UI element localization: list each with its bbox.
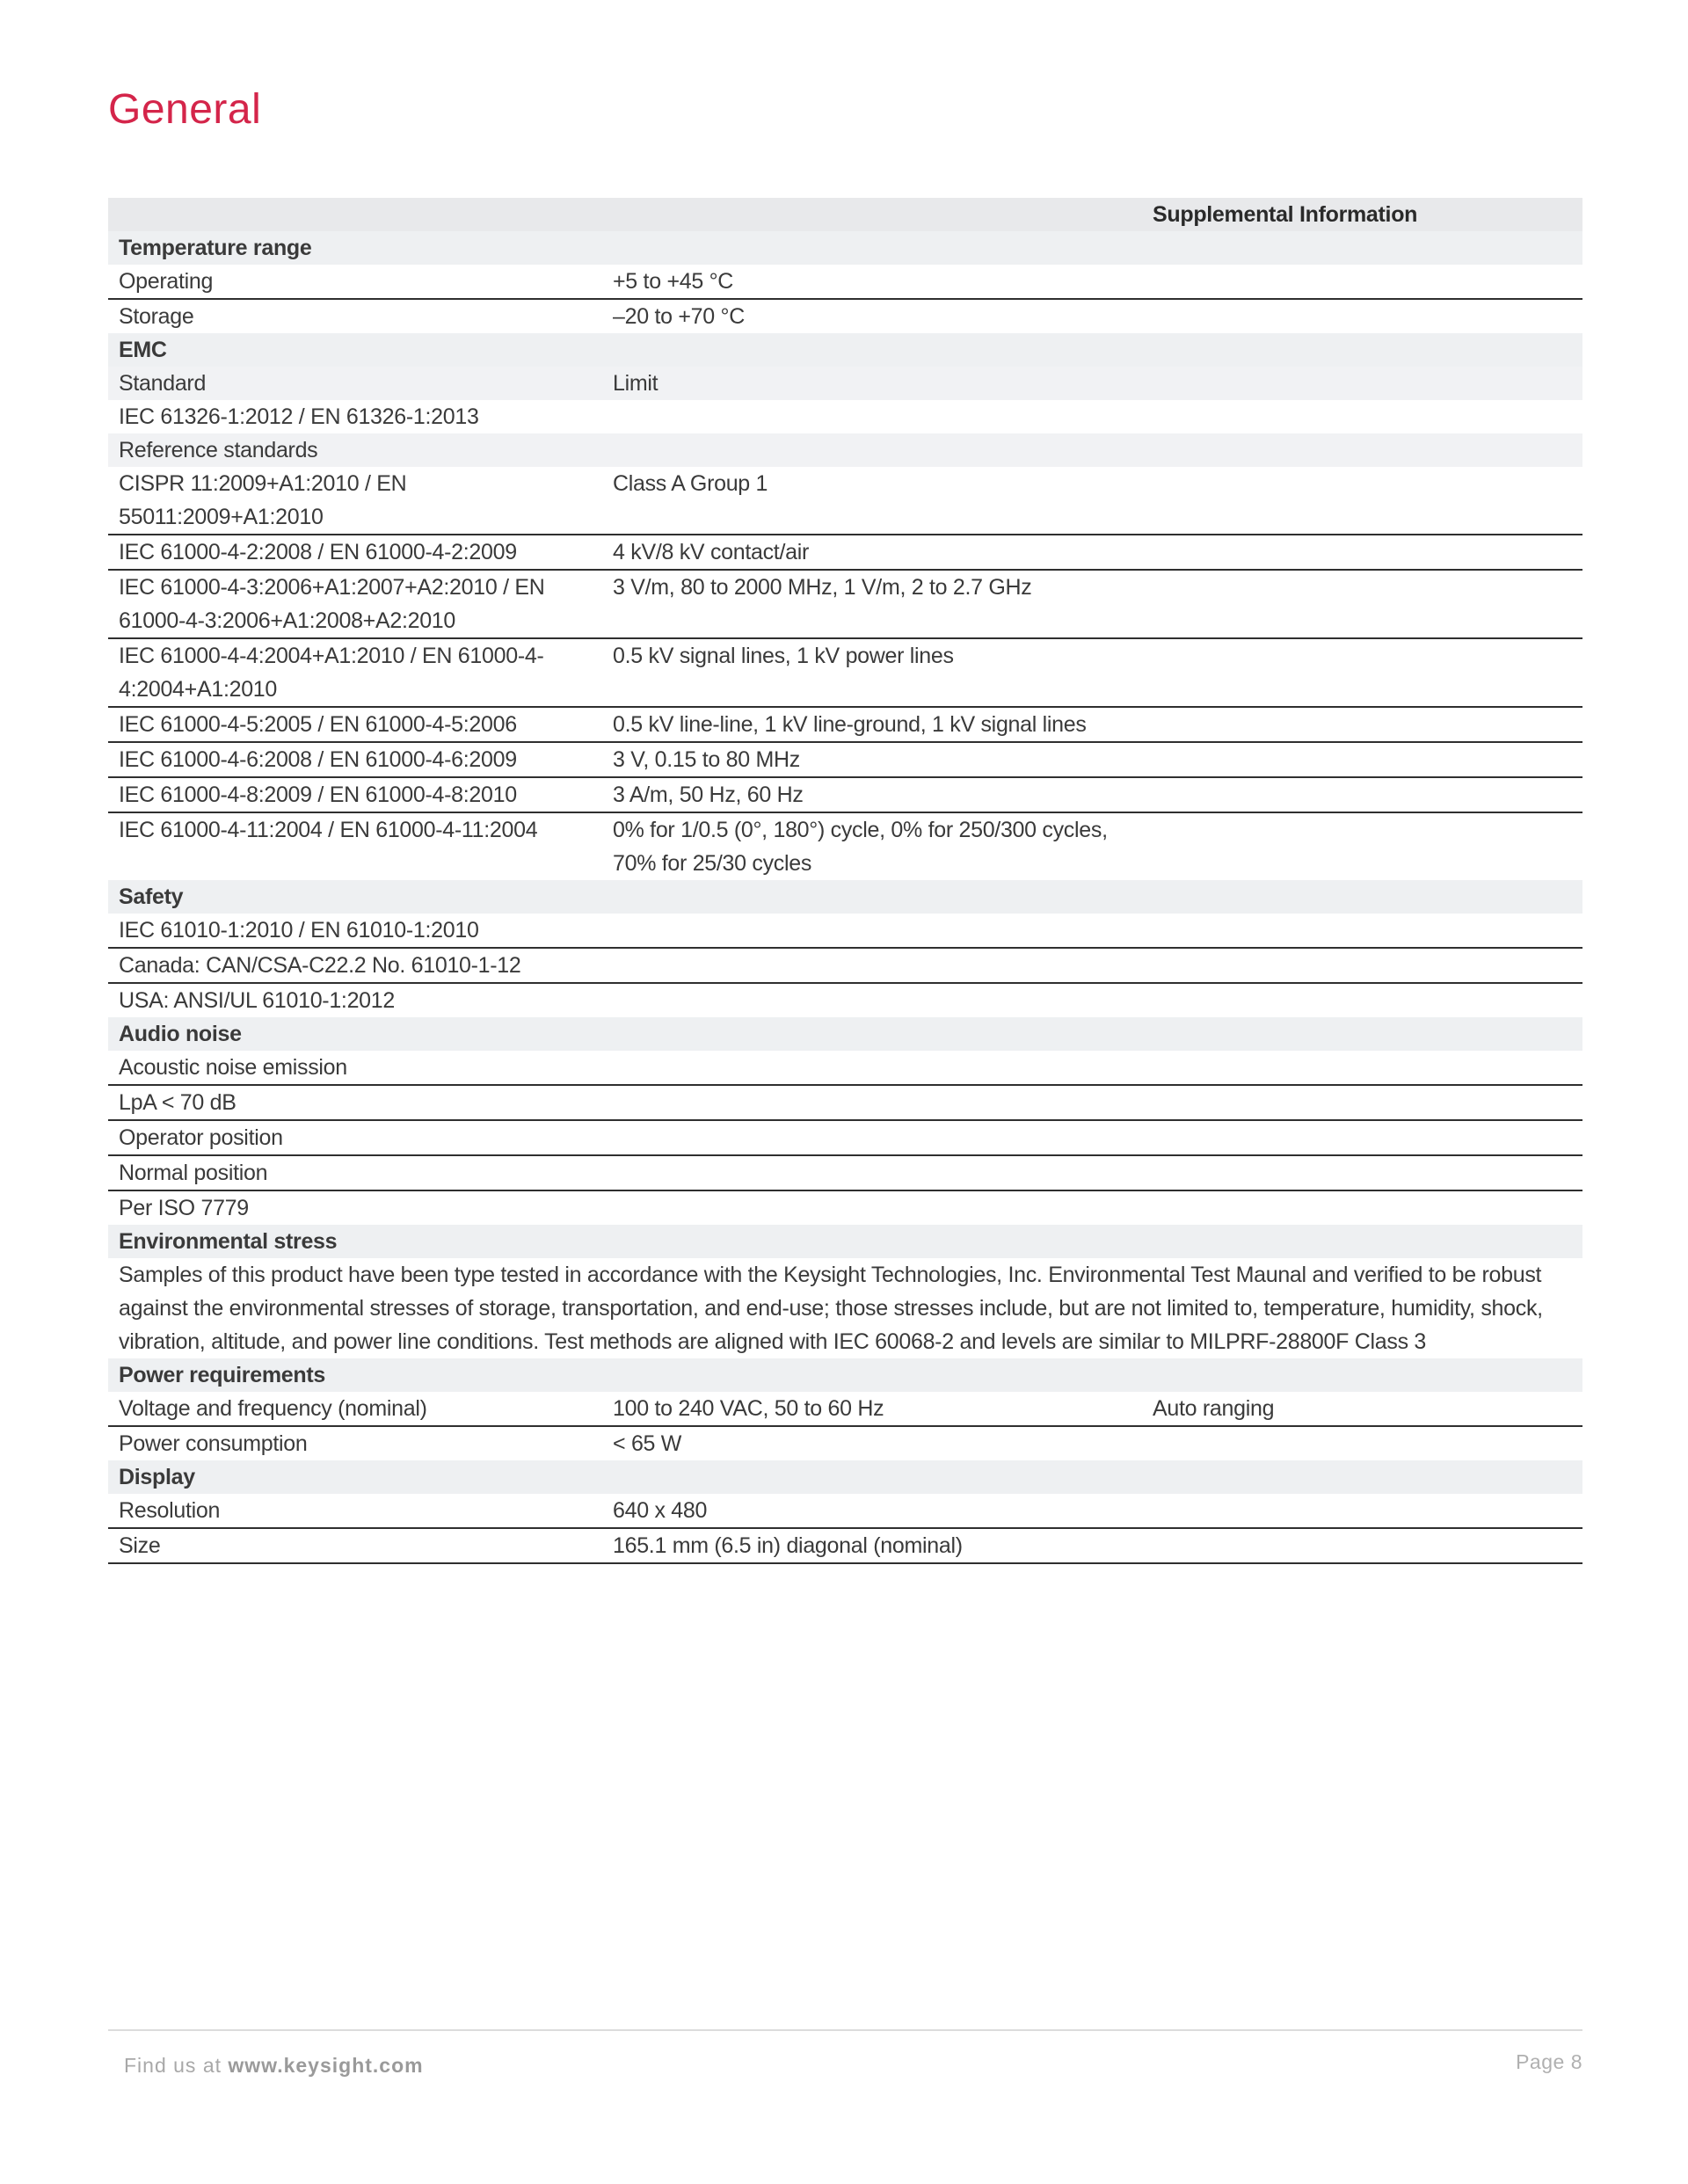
row-label: Standard — [119, 371, 207, 396]
section-title: Display — [119, 1465, 195, 1489]
table-row — [108, 467, 1582, 535]
footer-prefix: Find us at — [124, 2054, 229, 2077]
table-row — [108, 949, 1582, 984]
row-label: IEC 61010-1:2010 / EN 61010-1:2010 — [119, 918, 479, 943]
section-title: EMC — [119, 338, 167, 362]
table-row — [108, 813, 1582, 880]
row-value: –20 to +70 °C — [613, 304, 745, 329]
paragraph-cell: Samples of this product have been type tested in accordance with the Keysight Technologies, Inc. Environmental Test Maunal and verified to be robust against the environmental stresses of storage, transportation, and end-use; those stresses include, but are not limited to, temperature, humidity, shock, vibration, altitude, and power line conditions. Test methods are aligned with IEC 60068-2 and levels are similar to MILPRF-28800F Class 3 — [119, 1263, 1543, 1354]
row-label: IEC 61326-1:2012 / EN 61326-1:2013 — [119, 404, 479, 429]
section-title: Audio noise — [119, 1022, 242, 1046]
table-row — [108, 778, 1582, 813]
table-row — [108, 1051, 1582, 1086]
row-value: 100 to 240 VAC, 50 to 60 Hz — [613, 1396, 884, 1421]
row-label: IEC 61000-4-5:2005 / EN 61000-4-5:2006 — [119, 712, 517, 737]
page-number: Page 8 — [1516, 2050, 1582, 2073]
row-label: IEC 61000-4-4:2004+A1:2010 / EN 61000-4-4:2004+A1:2010 — [119, 644, 544, 702]
table-row — [108, 300, 1582, 333]
table-row — [108, 433, 1582, 467]
row-label: Voltage and frequency (nominal) — [119, 1396, 427, 1421]
row-value: 3 A/m, 50 Hz, 60 Hz — [613, 783, 804, 807]
row-value: +5 to +45 °C — [613, 269, 734, 294]
row-label: IEC 61000-4-3:2006+A1:2007+A2:2010 / EN 61000-4-3:2006+A1:2008+A2:2010 — [119, 575, 545, 633]
row-label: Operator position — [119, 1125, 283, 1150]
row-label: Resolution — [119, 1498, 221, 1523]
row-label: Acoustic noise emission — [119, 1055, 347, 1080]
row-label: Reference standards — [119, 438, 318, 462]
table-body — [108, 231, 1582, 1564]
section-title: Environmental stress — [119, 1229, 338, 1254]
section-heading — [108, 1017, 1582, 1051]
section-heading — [108, 880, 1582, 914]
row-value: 4 kV/8 kV contact/air — [613, 540, 809, 564]
section-heading — [108, 1225, 1582, 1258]
row-label: IEC 61000-4-6:2008 / EN 61000-4-6:2009 — [119, 747, 517, 772]
section-heading — [108, 1460, 1582, 1494]
table-row — [108, 639, 1582, 708]
row-value: 0.5 kV signal lines, 1 kV power lines — [613, 644, 954, 668]
table-row — [108, 535, 1582, 571]
section-title: Safety — [119, 885, 184, 909]
section-heading — [108, 333, 1582, 367]
header-supplemental-information: Supplemental Information — [1153, 202, 1418, 227]
row-label: IEC 61000-4-2:2008 / EN 61000-4-2:2009 — [119, 540, 517, 564]
row-label: IEC 61000-4-11:2004 / EN 61000-4-11:2004 — [119, 818, 538, 842]
table-row — [108, 1392, 1582, 1427]
table-row — [108, 1191, 1582, 1225]
table-row — [108, 571, 1582, 639]
row-label: Canada: CAN/CSA-C22.2 No. 61010-1-12 — [119, 953, 521, 978]
table-row — [108, 1156, 1582, 1191]
table-row — [108, 1529, 1582, 1564]
row-label: Storage — [119, 304, 194, 329]
section-heading — [108, 1358, 1582, 1392]
row-label: IEC 61000-4-8:2009 / EN 61000-4-8:2010 — [119, 783, 517, 807]
table-row — [108, 708, 1582, 743]
row-label: CISPR 11:2009+A1:2010 / EN 55011:2009+A1:2010 — [119, 471, 407, 529]
page-title: General — [108, 86, 262, 133]
row-label: Operating — [119, 269, 214, 294]
section-heading — [108, 231, 1582, 265]
row-label: Power consumption — [119, 1431, 308, 1456]
row-label: Per ISO 7779 — [119, 1196, 249, 1220]
row-value: Class A Group 1 — [613, 471, 768, 496]
table-row — [108, 1086, 1582, 1121]
table-row — [108, 367, 1582, 400]
row-value: 3 V, 0.15 to 80 MHz — [613, 747, 800, 772]
section-title: Temperature range — [119, 236, 312, 260]
row-value: 0.5 kV line-line, 1 kV line-ground, 1 kV signal lines — [613, 712, 1087, 737]
table-header — [108, 198, 1582, 231]
table-row — [108, 265, 1582, 300]
table-row — [108, 1494, 1582, 1529]
row-value: 165.1 mm (6.5 in) diagonal (nominal) — [613, 1533, 963, 1558]
table-row — [108, 400, 1582, 433]
row-label: LpA < 70 dB — [119, 1090, 236, 1115]
table-row — [108, 914, 1582, 949]
row-value: Limit — [613, 371, 658, 396]
row-value: 3 V/m, 80 to 2000 MHz, 1 V/m, 2 to 2.7 GHz — [613, 575, 1032, 600]
footer-divider — [108, 2029, 1582, 2031]
table-row — [108, 1121, 1582, 1156]
row-value: 640 x 480 — [613, 1498, 708, 1523]
row-supplemental: Auto ranging — [1153, 1396, 1275, 1421]
spec-table — [108, 198, 1582, 1564]
table-row — [108, 1258, 1582, 1358]
row-label: Size — [119, 1533, 161, 1558]
table-row — [108, 984, 1582, 1017]
section-title: Power requirements — [119, 1363, 325, 1387]
row-value: 0% for 1/0.5 (0°, 180°) cycle, 0% for 250/300 cycles, 70% for 25/30 cycles — [613, 818, 1108, 876]
row-label: USA: ANSI/UL 61010-1:2012 — [119, 988, 395, 1013]
table-row — [108, 743, 1582, 778]
footer-find-us — [124, 2054, 424, 2078]
footer-link[interactable]: www.keysight.com — [228, 2054, 424, 2077]
row-value: < 65 W — [613, 1431, 682, 1456]
row-label: Normal position — [119, 1161, 268, 1185]
table-row — [108, 1427, 1582, 1460]
